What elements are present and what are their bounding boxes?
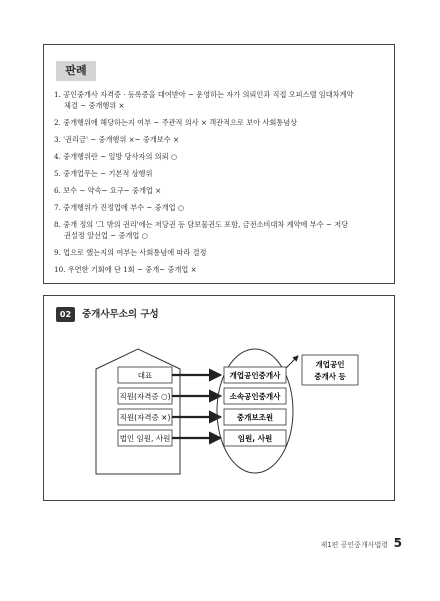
outside-label-2: 중개사 등	[314, 372, 346, 381]
list-item: 9. 업으로 했는지의 여부는 사회통념에 따라 결정	[54, 248, 207, 257]
list-item: 8. 중개 정의 '그 밖의 권리'에는 저당권 등 담보물권도 포함, 금전소비대차 계약에 부수 ~ 저당 권설정 알선업 ~ 중개업 ○	[54, 220, 349, 240]
list-item: 5. 중개업무는 ~ 기본적 상행위	[54, 169, 153, 178]
list-item: 6. 보수 ~ 약속~ 요구~ 중개업 ×	[54, 186, 162, 195]
page-number: 5	[393, 536, 402, 550]
structure-diagram	[44, 296, 396, 502]
right-label-1: 개업공인중개사	[229, 371, 281, 380]
footer-chapter: 제1편 공인중개사법령	[320, 541, 388, 549]
outside-arrow	[286, 356, 298, 368]
right-label-3: 중개보조원	[236, 413, 274, 422]
right-label-2: 소속공인중개사	[229, 392, 281, 401]
precedent-panel	[43, 44, 395, 284]
office-structure-panel	[43, 295, 395, 501]
left-label-1: 대표	[137, 371, 153, 380]
list-item: 10. 우연한 기회에 단 1회 ~ 중개~ 중개업 ×	[54, 265, 197, 274]
precedent-list	[54, 89, 384, 281]
list-item: 3. '권리금' ~ 중개행위 ×~ 중개보수 ×	[54, 135, 179, 144]
list-item: 4. 중개행위란 ~ 일방 당사자의 의뢰 ○	[54, 152, 178, 161]
list-item: 1. 공인중개사 자격증 · 등록증을 대여받아 ~ 운영하는 자가 의뢰인과 직접 오피스텔 임대차계약 체결 ~ 중개행위 ×	[54, 90, 354, 110]
section-title: 중개사무소의 구성	[82, 309, 159, 320]
right-label-4: 임원, 사원	[237, 434, 273, 443]
left-label-2: 직원(자격증 ○)	[119, 392, 171, 401]
list-item: 2. 중개행위에 해당하는지 여부 ~ 주관적 의사 × 객관적으로 보아 사회통념상	[54, 118, 298, 127]
left-label-3: 직원(자격증 ×)	[119, 413, 171, 422]
list-item: 7. 중개행위가 진정업에 부수 ~ 중개업 ○	[54, 203, 185, 212]
section-number: 02	[56, 307, 75, 322]
precedent-label: 판례	[56, 61, 96, 81]
left-label-4: 법인 임원, 사원	[119, 434, 171, 443]
outside-label-1: 개업공인	[315, 360, 345, 369]
